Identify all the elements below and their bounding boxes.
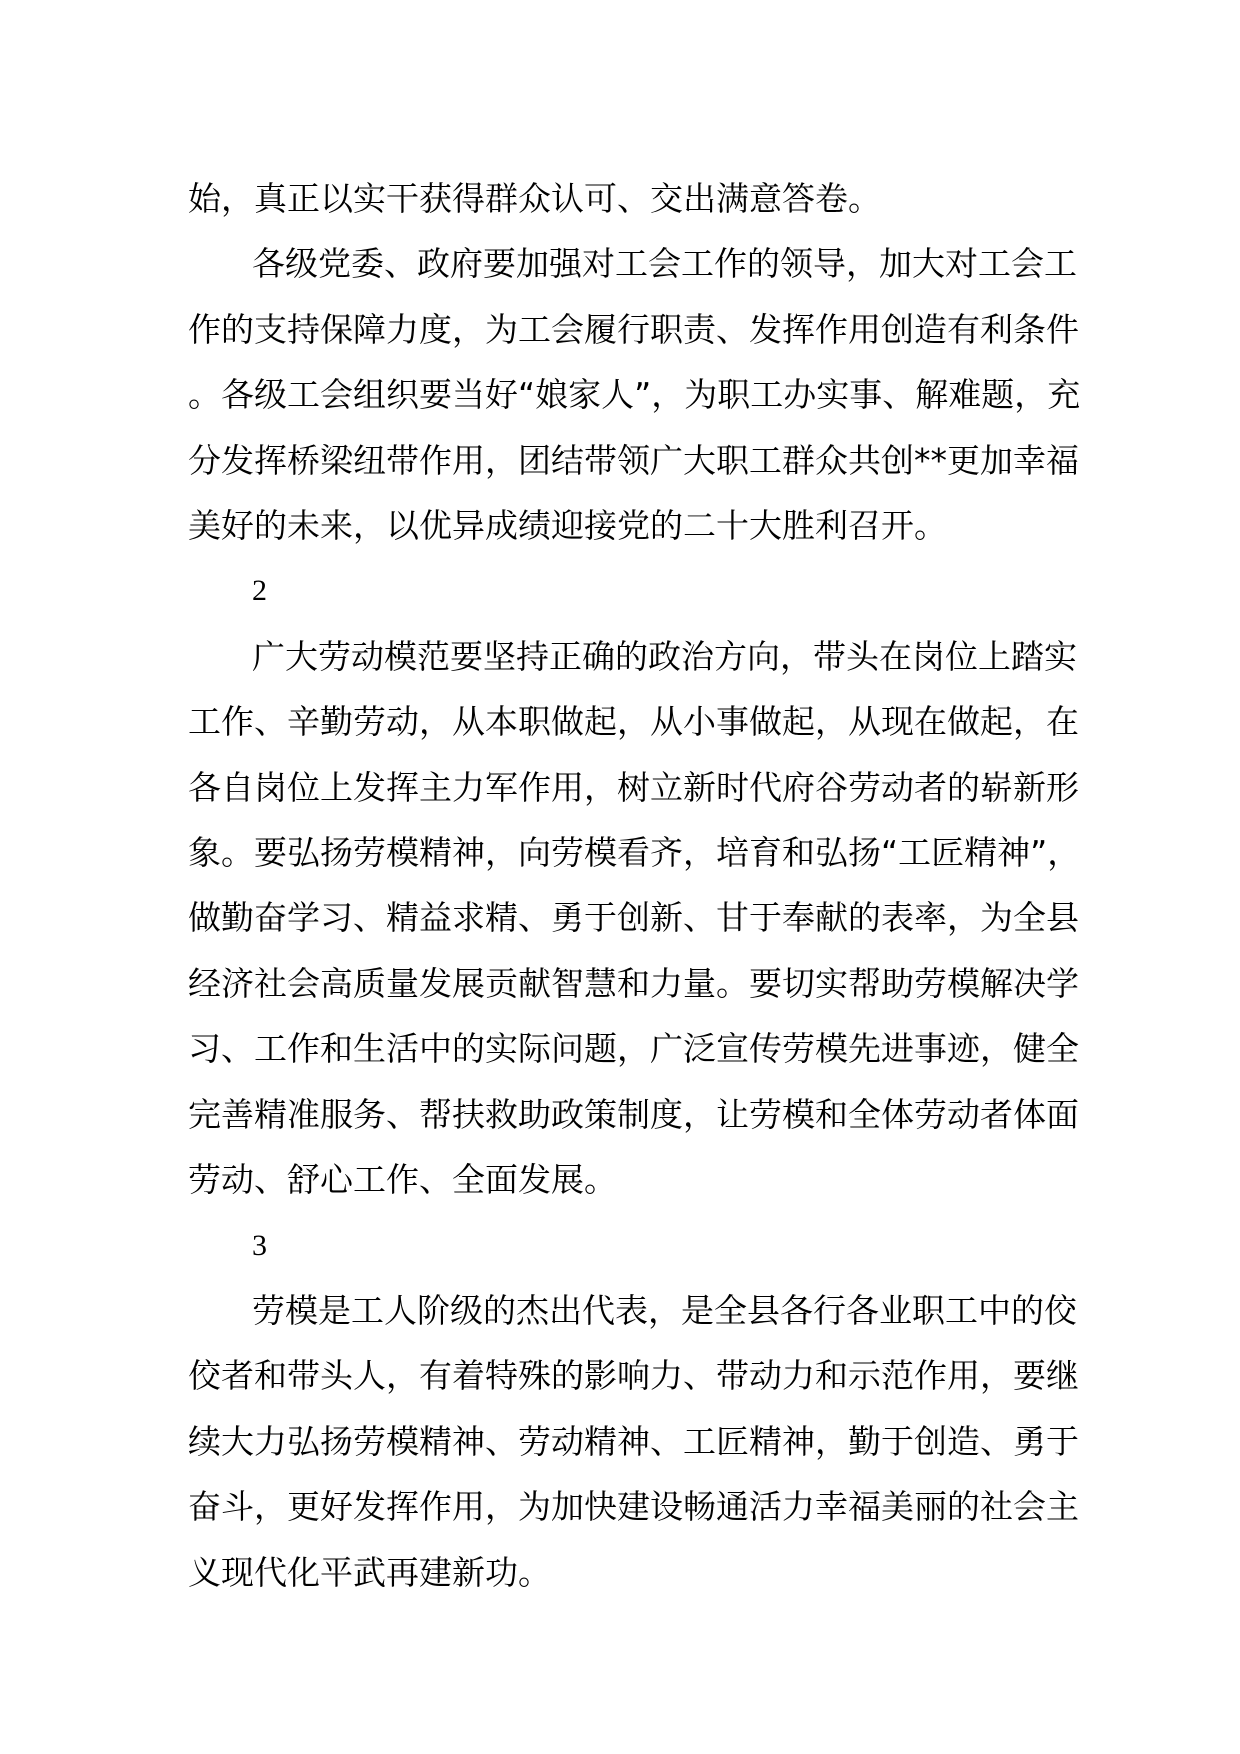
section-number-3: 3: [252, 1228, 267, 1262]
document-body: [188, 166, 1088, 1605]
paragraph-party-committees: 各级党委、政府要加强对工会工作的领导，加大对工会工作的支持保障力度，为工会履行职责、发挥作用创造有利条件。各级工会组织要当好“娘家人”，为职工办实事、解难题，充分发挥桥梁纽带作用，团结带领广大职工群众共创**更加幸福美好的未来，以优异成绩迎接党的二十大胜利召开。: [188, 244, 1081, 546]
paragraph-continuation: 始，真正以实干获得群众认可、交出满意答卷。: [188, 179, 881, 218]
paragraph-model-workers-representatives: 劳模是工人阶级的杰出代表，是全县各行各业职工中的佼佼者和带头人，有着特殊的影响力、带动力和示范作用，要继续大力弘扬劳模精神、劳动精神、工匠精神，勤于创造、勇于奋斗，更好发挥作用，为加快建设畅通活力幸福美丽的社会主义现代化平武再建新功。: [188, 1290, 1079, 1592]
section-number-2: 2: [252, 574, 267, 608]
paragraph-model-workers-direction: 广大劳动模范要坚持正确的政治方向，带头在岗位上踏实工作、辛勤劳动，从本职做起，从小事做起，从现在做起，在各自岗位上发挥主力军作用，树立新时代府谷劳动者的崭新形象。要弘扬劳模精神，向劳模看齐，培育和弘扬“工匠精神”，做勤奋学习、精益求精、勇于创新、甘于奉献的表率，为全县经济社会高质量发展贡献智慧和力量。要切实帮助劳模解决学习、工作和生活中的实际问题，广泛宣传劳模先进事迹，健全完善精准服务、帮扶救助政策制度，让劳模和全体劳动者体面劳动、舒心工作、全面发展。: [188, 636, 1081, 1200]
